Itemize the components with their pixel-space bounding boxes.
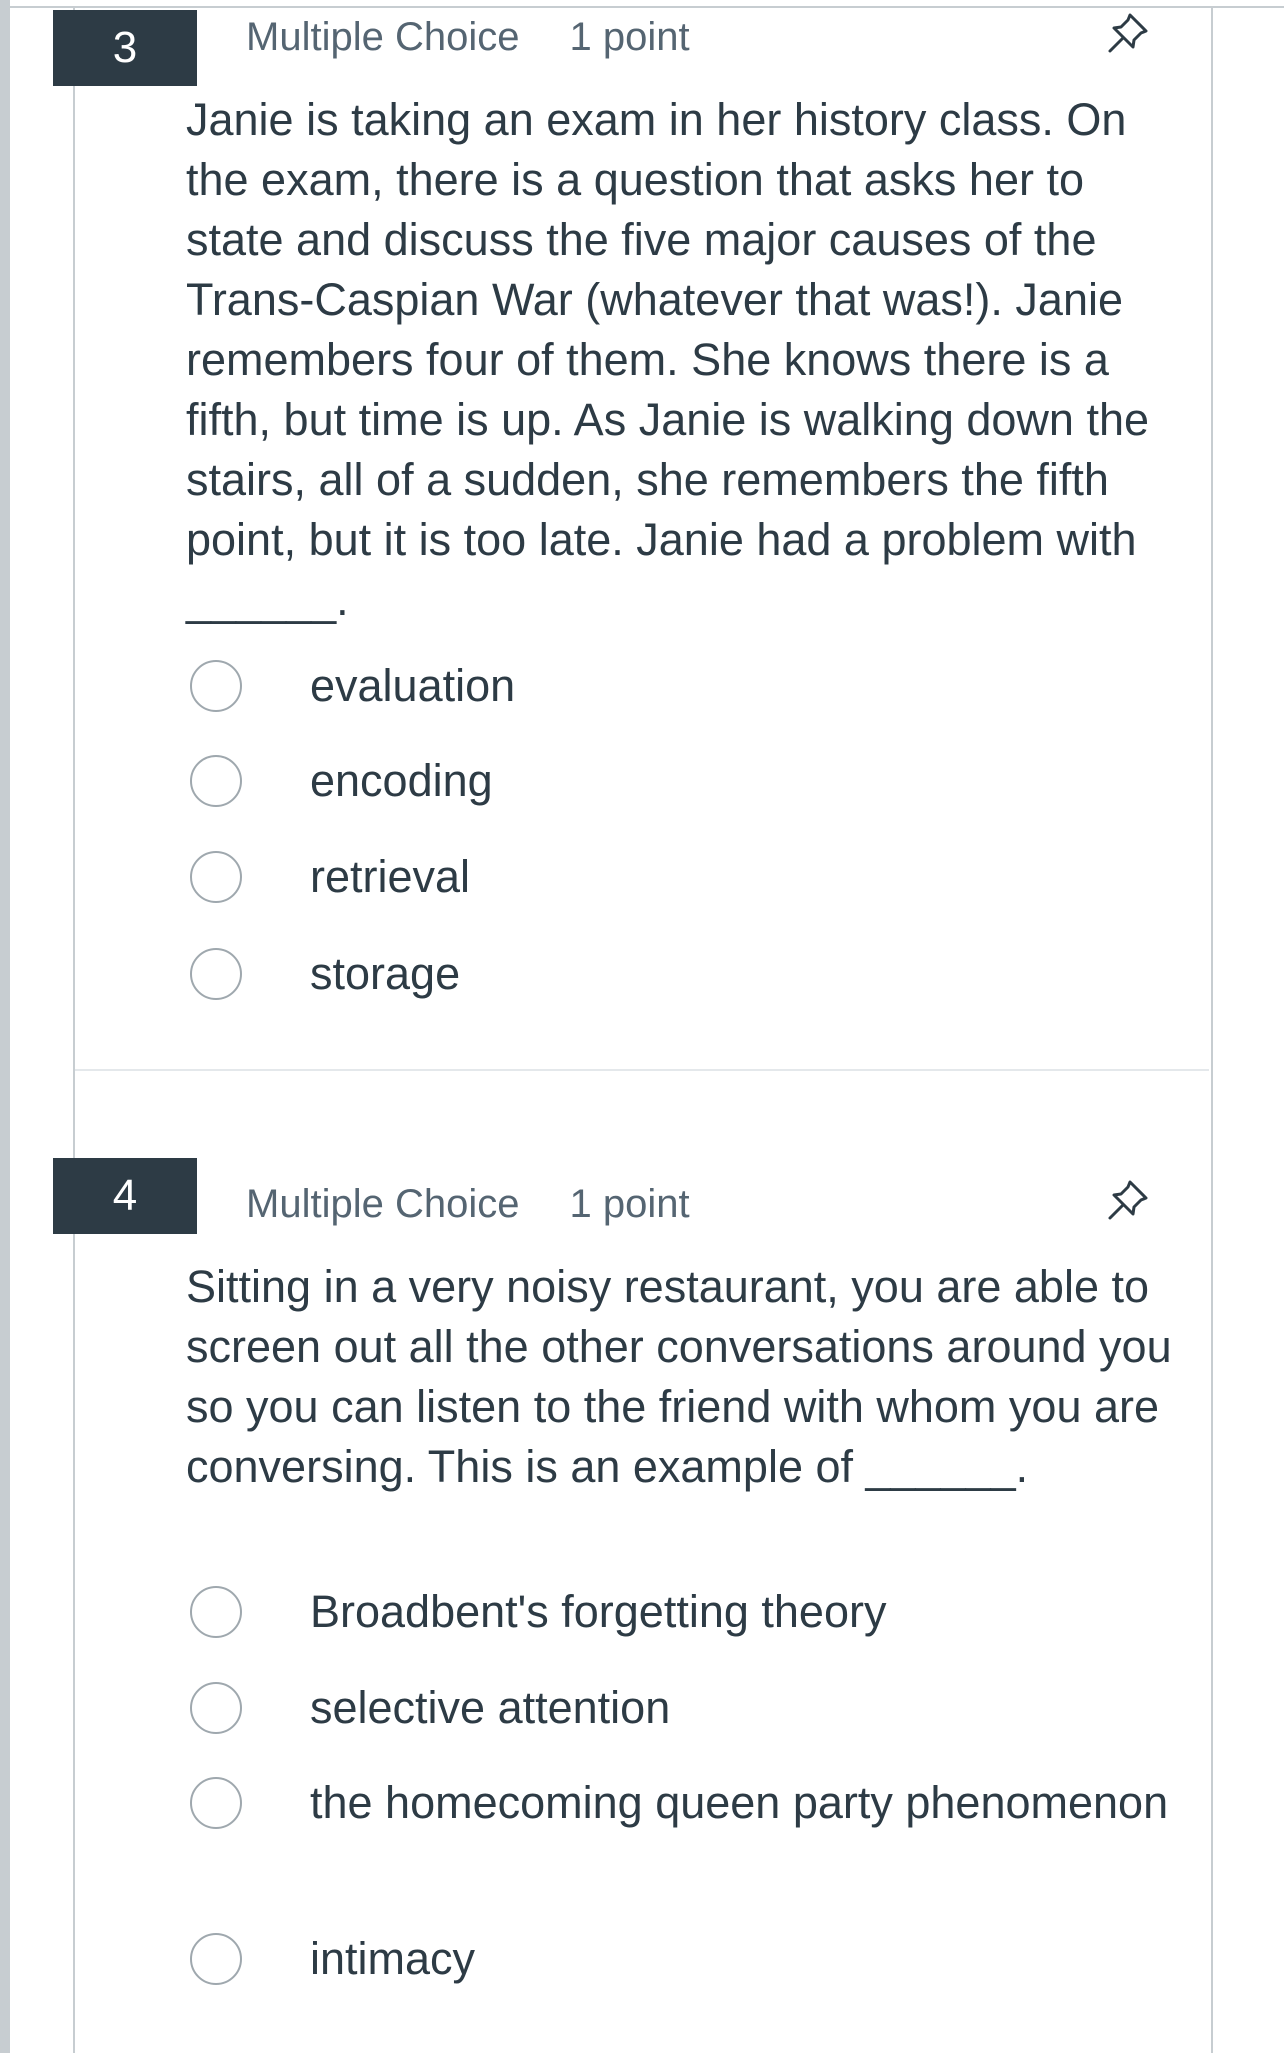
answer-label: the homecoming queen party phenomenon [310, 1777, 1169, 1828]
radio-button[interactable] [190, 755, 242, 807]
radio-button[interactable] [190, 948, 242, 1000]
answer-label: storage [310, 948, 461, 999]
question-number: 3 [53, 10, 197, 86]
answer-label: selective attention [310, 1682, 671, 1733]
question-text: Sitting in a very noisy restaurant, you are able to screen out all the other conversations around you so you can listen to the friend with whom you are conversing. This is an example of ______. [186, 1261, 1172, 1492]
answer-label: encoding [310, 755, 493, 806]
question-points: 1 point [569, 1182, 690, 1226]
question-number: 4 [53, 1158, 197, 1234]
answer-label: Broadbent's forgetting theory [310, 1586, 887, 1637]
question-header [246, 15, 690, 60]
question-text: Janie is taking an exam in her history class. On the exam, there is a question that asks her to state and discuss the five major causes of the Trans-Caspian War (whatever that was!). Janie remembers four of them. She knows there is a fifth, but time is up. As Janie is walking down the stairs, all of a sudden, she remembers the fifth point, but it is too late. Janie had a problem with ______. [186, 94, 1149, 625]
question-points: 1 point [569, 15, 690, 59]
radio-button[interactable] [190, 851, 242, 903]
question-type: Multiple Choice [246, 1182, 520, 1226]
pin-icon[interactable] [1104, 1176, 1152, 1224]
radio-button[interactable] [190, 1682, 242, 1734]
radio-button[interactable] [190, 660, 242, 712]
left-border [0, 0, 10, 2053]
radio-button[interactable] [190, 1933, 242, 1985]
radio-button[interactable] [190, 1777, 242, 1829]
answer-label: retrieval [310, 851, 471, 902]
question-header [246, 1182, 690, 1227]
radio-button[interactable] [190, 1586, 242, 1638]
pin-icon[interactable] [1104, 9, 1152, 57]
answer-label: evaluation [310, 660, 516, 711]
answer-label: intimacy [310, 1933, 476, 1984]
question-type: Multiple Choice [246, 15, 520, 59]
question-divider [75, 1069, 1209, 1071]
